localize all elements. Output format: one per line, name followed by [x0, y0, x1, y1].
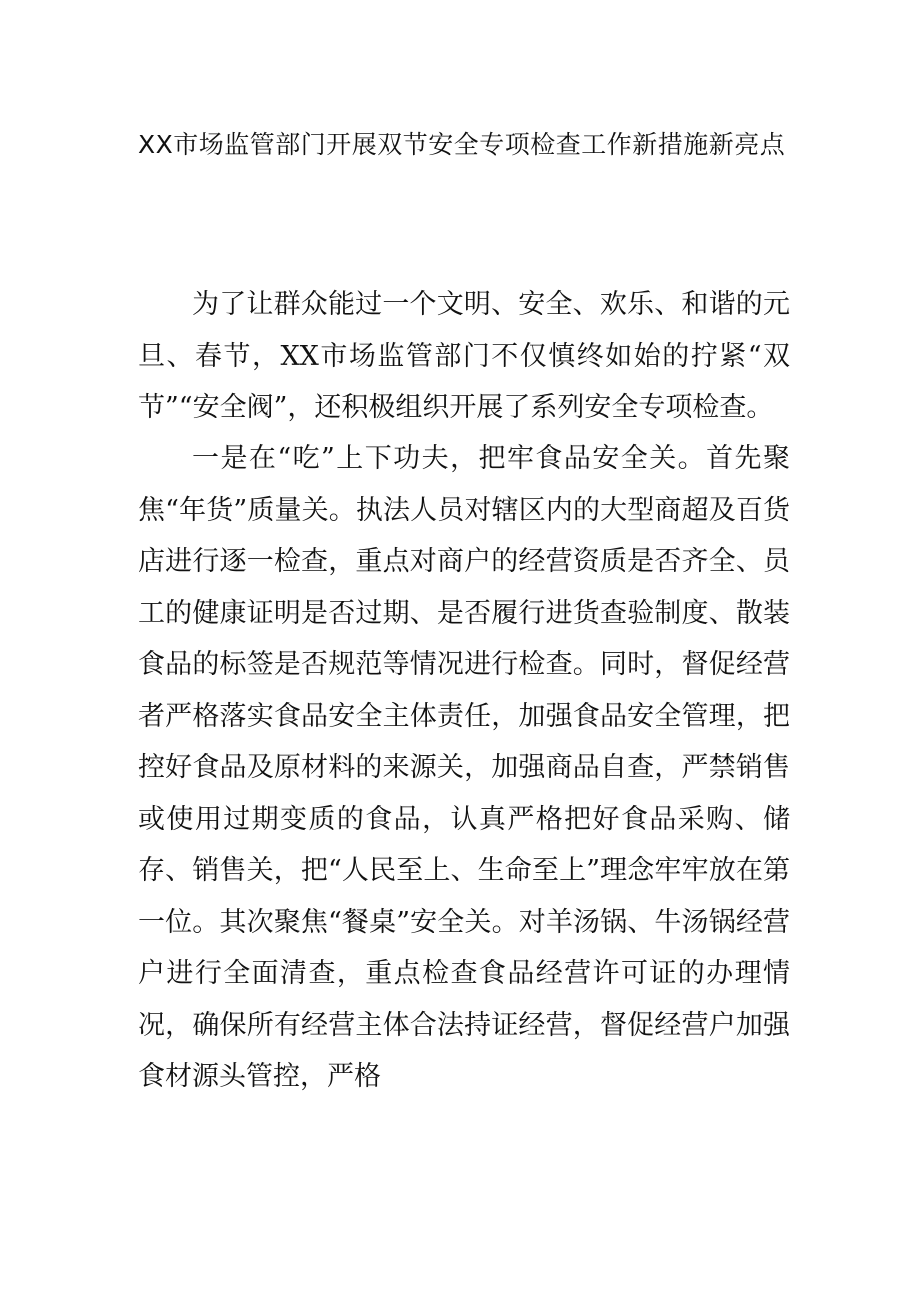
document-title: XX市场监管部门开展双节安全专项检查工作新措施新亮点	[138, 130, 786, 159]
paragraph-food-safety: 一是在“吃”上下功夫，把牢食品安全关。首先聚焦“年货”质量关。执法人员对辖区内的大型商超及百货店进行逐一检查，重点对商户的经营资质是否齐全、员工的健康证明是否过期、是否履行进货查验制度、散装食品的标签是否规范等情况进行检查。同时，督促经营者严格落实食品安全主体责任，加强食品安全管理，把控好食品及原材料的来源关，加强商品自查，严禁销售或使用过期变质的食品，认真严格把好食品采购、储存、销售关，把“人民至上、生命至上”理念牢牢放在第一位。其次聚焦“餐桌”安全关。对羊汤锅、牛汤锅经营户进行全面清查，重点检查食品经营许可证的办理情况，确保所有经营主体合法持证经营，督促经营户加强食材源头管控，严格	[138, 443, 790, 1092]
paragraph-intro: 为了让群众能过一个文明、安全、欢乐、和谐的元旦、春节，XX市场监管部门不仅慎终如始的拧紧“双节”“安全阀”，还积极组织开展了系列安全专项检查。	[138, 289, 790, 423]
